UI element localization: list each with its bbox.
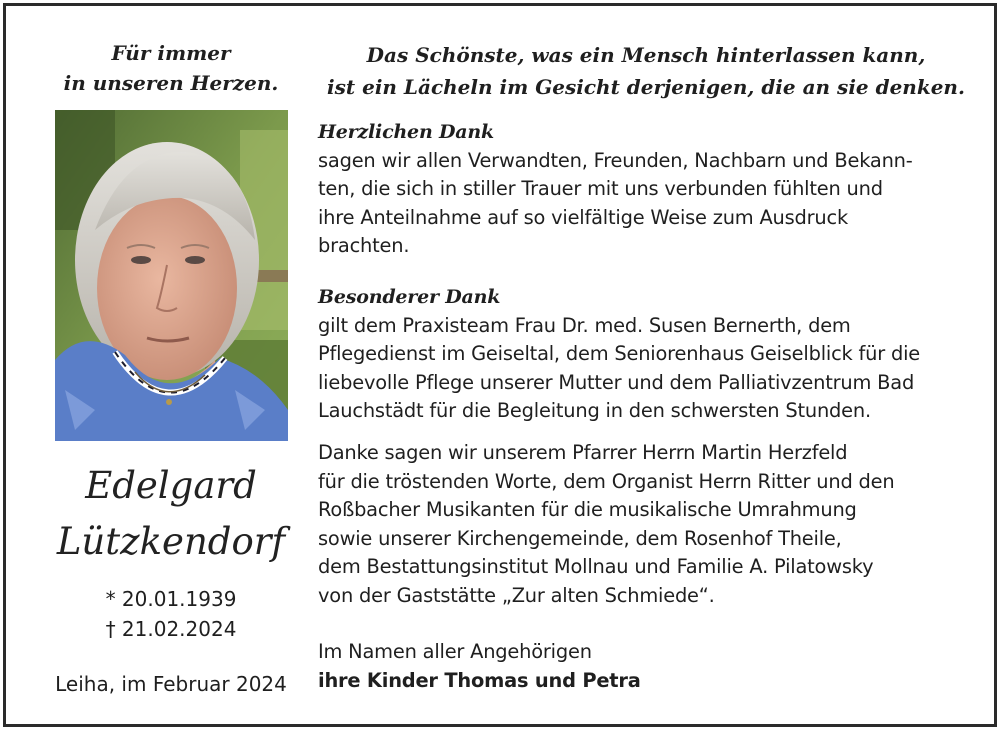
motto bbox=[46, 38, 296, 98]
motto-line-2: in unseren Herzen. bbox=[63, 71, 279, 95]
quote bbox=[326, 39, 966, 103]
section-heading: Besonderer Dank bbox=[318, 286, 501, 308]
signature bbox=[318, 638, 978, 695]
text-line: Danke sagen wir unserem Pfarrer Herrn Martin Herzfeld bbox=[318, 441, 848, 464]
text-line: ten, die sich in stiller Trauer mit uns verbunden fühlten und bbox=[318, 177, 883, 201]
text-line: sagen wir allen Verwandten, Freunden, Nachbarn und Bekann- bbox=[318, 148, 913, 172]
quote-line-1: Das Schönste, was ein Mensch hinterlassen kann, bbox=[366, 43, 926, 67]
portrait-photo bbox=[55, 110, 288, 441]
obituary-card bbox=[3, 3, 997, 727]
text-line: gilt dem Praxisteam Frau Dr. med. Susen Bernerth, dem bbox=[318, 313, 851, 337]
quote-line-2: ist ein Lächeln im Gesicht derjenigen, die an sie denken. bbox=[327, 75, 965, 99]
death-date: † 21.02.2024 bbox=[105, 617, 237, 641]
deceased-name bbox=[46, 458, 296, 570]
section-heading: Herzlichen Dank bbox=[318, 121, 494, 143]
first-name: Edelgard bbox=[85, 464, 257, 507]
text-line: brachten. bbox=[318, 234, 410, 258]
life-dates bbox=[46, 584, 296, 644]
motto-line-1: Für immer bbox=[111, 41, 231, 65]
text-line: Roßbacher Musikanten für die musikalische Umrahmung bbox=[318, 498, 857, 522]
section-danke bbox=[318, 439, 978, 611]
text-line: sowie unserer Kirchengemeinde, dem Rosenhof Theile, bbox=[318, 526, 842, 550]
section-herzlichen-dank bbox=[318, 118, 978, 261]
text-line: dem Bestattungsinstitut Mollnau und Familie A. Pilatowsky bbox=[318, 555, 874, 579]
birth-date: * 20.01.1939 bbox=[105, 587, 237, 611]
signature-line-2: ihre Kinder Thomas und Petra bbox=[318, 668, 641, 692]
text-line: Pflegedienst im Geiseltal, dem Seniorenhaus Geiselblick für die bbox=[318, 342, 921, 366]
place-date: Leiha, im Februar 2024 bbox=[55, 672, 287, 696]
text-line: ihre Anteilnahme auf so vielfältige Weise zum Ausdruck bbox=[318, 205, 848, 229]
text-line: von der Gaststätte „Zur alten Schmiede“. bbox=[318, 583, 715, 607]
signature-line-1: Im Namen aller Angehörigen bbox=[318, 640, 592, 663]
text-line: Lauchstädt für die Begleitung in den schwersten Stunden. bbox=[318, 399, 871, 423]
last-name: Lützkendorf bbox=[56, 520, 286, 563]
section-besonderer-dank bbox=[318, 283, 978, 426]
text-line: für die tröstenden Worte, dem Organist Herrn Ritter und den bbox=[318, 469, 895, 493]
text-line: liebevolle Pflege unserer Mutter und dem Palliativzentrum Bad bbox=[318, 370, 915, 394]
